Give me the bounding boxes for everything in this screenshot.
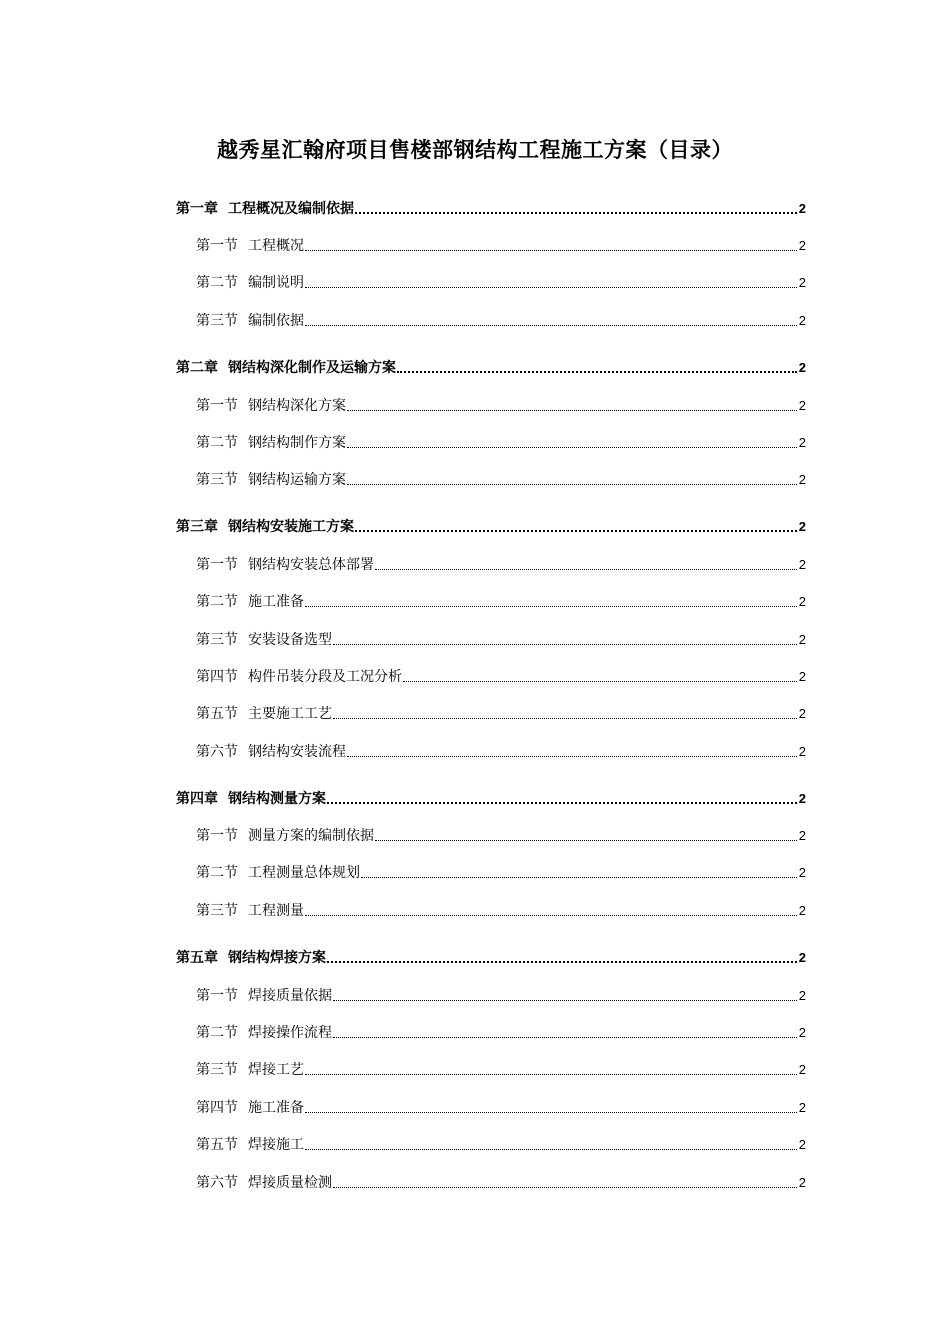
toc-dot-leader <box>333 1000 797 1001</box>
toc-entry-number: 第三节 <box>196 313 238 329</box>
toc-entry-number: 第二章 <box>176 360 218 376</box>
toc-dot-leader <box>397 371 797 373</box>
toc-page-number: 2 <box>798 706 806 721</box>
toc-dot-leader <box>327 802 797 804</box>
toc-entry-number: 第五节 <box>196 1137 238 1153</box>
toc-page-number: 2 <box>798 435 806 450</box>
toc-entry-title: 钢结构深化制作及运输方案 <box>228 360 396 376</box>
page-title: 越秀星汇翰府项目售楼部钢结构工程施工方案（目录） <box>217 137 733 162</box>
toc-entry-title: 钢结构焊接方案 <box>228 950 326 966</box>
toc-page-number: 2 <box>798 594 806 609</box>
toc-section-entry[interactable] <box>196 701 806 723</box>
toc-chapter-entry[interactable] <box>176 945 806 967</box>
toc-page-number: 2 <box>798 1062 806 1077</box>
toc-page-number: 2 <box>798 1175 806 1190</box>
toc-entry-title: 工程概况 <box>248 238 304 254</box>
toc-section-entry[interactable] <box>196 898 806 920</box>
toc-entry-number: 第一节 <box>196 557 238 573</box>
toc-entry-number: 第四章 <box>176 791 218 807</box>
toc-section-entry[interactable] <box>196 589 806 611</box>
toc-entry-number: 第六节 <box>196 1175 238 1191</box>
toc-page-number: 2 <box>798 398 806 413</box>
toc-dot-leader <box>305 915 797 916</box>
toc-entry-number: 第三节 <box>196 1062 238 1078</box>
toc-section-entry[interactable] <box>196 860 806 882</box>
toc-entry-title: 焊接施工 <box>248 1137 304 1153</box>
toc-dot-leader <box>333 1187 797 1188</box>
toc-page-number: 2 <box>798 1137 806 1152</box>
toc-dot-leader <box>375 569 797 570</box>
toc-entry-title: 主要施工工艺 <box>248 706 332 722</box>
toc-page-number: 2 <box>798 275 806 290</box>
toc-dot-leader <box>347 410 797 411</box>
toc-entry-title: 焊接操作流程 <box>248 1025 332 1041</box>
toc-page-number: 2 <box>798 865 806 880</box>
toc-dot-leader <box>375 840 797 841</box>
toc-entry-number: 第二节 <box>196 865 238 881</box>
toc-entry-number: 第一节 <box>196 828 238 844</box>
toc-chapter-entry[interactable] <box>176 196 806 218</box>
toc-page-number: 2 <box>798 1025 806 1040</box>
toc-section-entry[interactable] <box>196 552 806 574</box>
toc-entry-title: 施工准备 <box>248 1100 304 1116</box>
toc-page-number: 2 <box>798 557 806 572</box>
toc-entry-title: 工程测量总体规划 <box>248 865 360 881</box>
toc-section-entry[interactable] <box>196 1095 806 1117</box>
toc-chapter-entry[interactable] <box>176 514 806 536</box>
toc-entry-title: 钢结构安装流程 <box>248 744 346 760</box>
toc-entry-number: 第四节 <box>196 669 238 685</box>
toc-entry-number: 第一节 <box>196 398 238 414</box>
toc-page-number: 2 <box>798 669 806 684</box>
toc-entry-title: 工程概况及编制依据 <box>228 201 354 217</box>
toc-section-entry[interactable] <box>196 627 806 649</box>
toc-dot-leader <box>347 756 797 757</box>
toc-entry-title: 构件吊装分段及工况分析 <box>248 669 402 685</box>
toc-dot-leader <box>305 250 797 251</box>
toc-entry-title: 焊接质量检测 <box>248 1175 332 1191</box>
toc-section-entry[interactable] <box>196 1057 806 1079</box>
toc-section-entry[interactable] <box>196 467 806 489</box>
toc-dot-leader <box>333 644 797 645</box>
toc-entry-number: 第三节 <box>196 903 238 919</box>
toc-entry-number: 第五章 <box>176 950 218 966</box>
toc-section-entry[interactable] <box>196 393 806 415</box>
toc-chapter-entry[interactable] <box>176 786 806 808</box>
toc-entry-number: 第三章 <box>176 519 218 535</box>
toc-page-number: 2 <box>798 828 806 843</box>
toc-section-entry[interactable] <box>196 308 806 330</box>
toc-dot-leader <box>305 287 797 288</box>
toc-entry-number: 第三节 <box>196 472 238 488</box>
toc-page-number: 2 <box>798 472 806 487</box>
toc-entry-title: 钢结构运输方案 <box>248 472 346 488</box>
toc-entry-number: 第一节 <box>196 988 238 1004</box>
toc-page-number: 2 <box>798 632 806 647</box>
toc-section-entry[interactable] <box>196 1020 806 1042</box>
toc-entry-title: 钢结构安装施工方案 <box>228 519 354 535</box>
toc-page-number: 2 <box>798 360 806 375</box>
toc-dot-leader <box>333 1037 797 1038</box>
toc-entry-title: 编制说明 <box>248 275 304 291</box>
toc-page-number: 2 <box>798 744 806 759</box>
toc-entry-title: 安装设备选型 <box>248 632 332 648</box>
toc-page-number: 2 <box>798 903 806 918</box>
toc-entry-number: 第三节 <box>196 632 238 648</box>
toc-entry-title: 钢结构安装总体部署 <box>248 557 374 573</box>
toc-dot-leader <box>305 325 797 326</box>
toc-dot-leader <box>333 718 797 719</box>
toc-page-number: 2 <box>798 519 806 534</box>
toc-page-number: 2 <box>798 791 806 806</box>
toc-dot-leader <box>347 484 797 485</box>
toc-entry-number: 第四节 <box>196 1100 238 1116</box>
toc-entry-number: 第一节 <box>196 238 238 254</box>
toc-entry-title: 编制依据 <box>248 313 304 329</box>
toc-section-entry[interactable] <box>196 739 806 761</box>
toc-entry-number: 第二节 <box>196 275 238 291</box>
toc-dot-leader <box>305 1149 797 1150</box>
toc-page-number: 2 <box>798 950 806 965</box>
toc-dot-leader <box>347 447 797 448</box>
toc-dot-leader <box>305 1112 797 1113</box>
toc-page-number: 2 <box>798 1100 806 1115</box>
toc-entry-number: 第六节 <box>196 744 238 760</box>
toc-entry-number: 第五节 <box>196 706 238 722</box>
toc-chapter-entry[interactable] <box>176 355 806 377</box>
toc-entry-title: 焊接质量依据 <box>248 988 332 1004</box>
toc-entry-title: 焊接工艺 <box>248 1062 304 1078</box>
toc-page-number: 2 <box>798 313 806 328</box>
toc-dot-leader <box>305 1074 797 1075</box>
toc-entry-title: 工程测量 <box>248 903 304 919</box>
toc-dot-leader <box>327 961 797 963</box>
toc-section-entry[interactable] <box>196 983 806 1005</box>
toc-entry-number: 第二节 <box>196 1025 238 1041</box>
toc-section-entry[interactable] <box>196 1132 806 1154</box>
toc-dot-leader <box>355 212 797 214</box>
toc-entry-number: 第二节 <box>196 435 238 451</box>
toc-entry-title: 钢结构测量方案 <box>228 791 326 807</box>
toc-entry-number: 第一章 <box>176 201 218 217</box>
toc-section-entry[interactable] <box>196 430 806 452</box>
toc-section-entry[interactable] <box>196 233 806 255</box>
toc-section-entry[interactable] <box>196 270 806 292</box>
toc-section-entry[interactable] <box>196 823 806 845</box>
toc-dot-leader <box>403 681 797 682</box>
toc-dot-leader <box>305 606 797 607</box>
toc-page-number: 2 <box>798 238 806 253</box>
toc-section-entry[interactable] <box>196 1170 806 1192</box>
toc-dot-leader <box>361 877 797 878</box>
toc-page-number: 2 <box>798 201 806 216</box>
toc-page-number: 2 <box>798 988 806 1003</box>
toc-entry-number: 第二节 <box>196 594 238 610</box>
toc-entry-title: 施工准备 <box>248 594 304 610</box>
toc-entry-title: 钢结构深化方案 <box>248 398 346 414</box>
toc-entry-title: 钢结构制作方案 <box>248 435 346 451</box>
toc-dot-leader <box>355 530 797 532</box>
toc-section-entry[interactable] <box>196 664 806 686</box>
toc-entry-title: 测量方案的编制依据 <box>248 828 374 844</box>
